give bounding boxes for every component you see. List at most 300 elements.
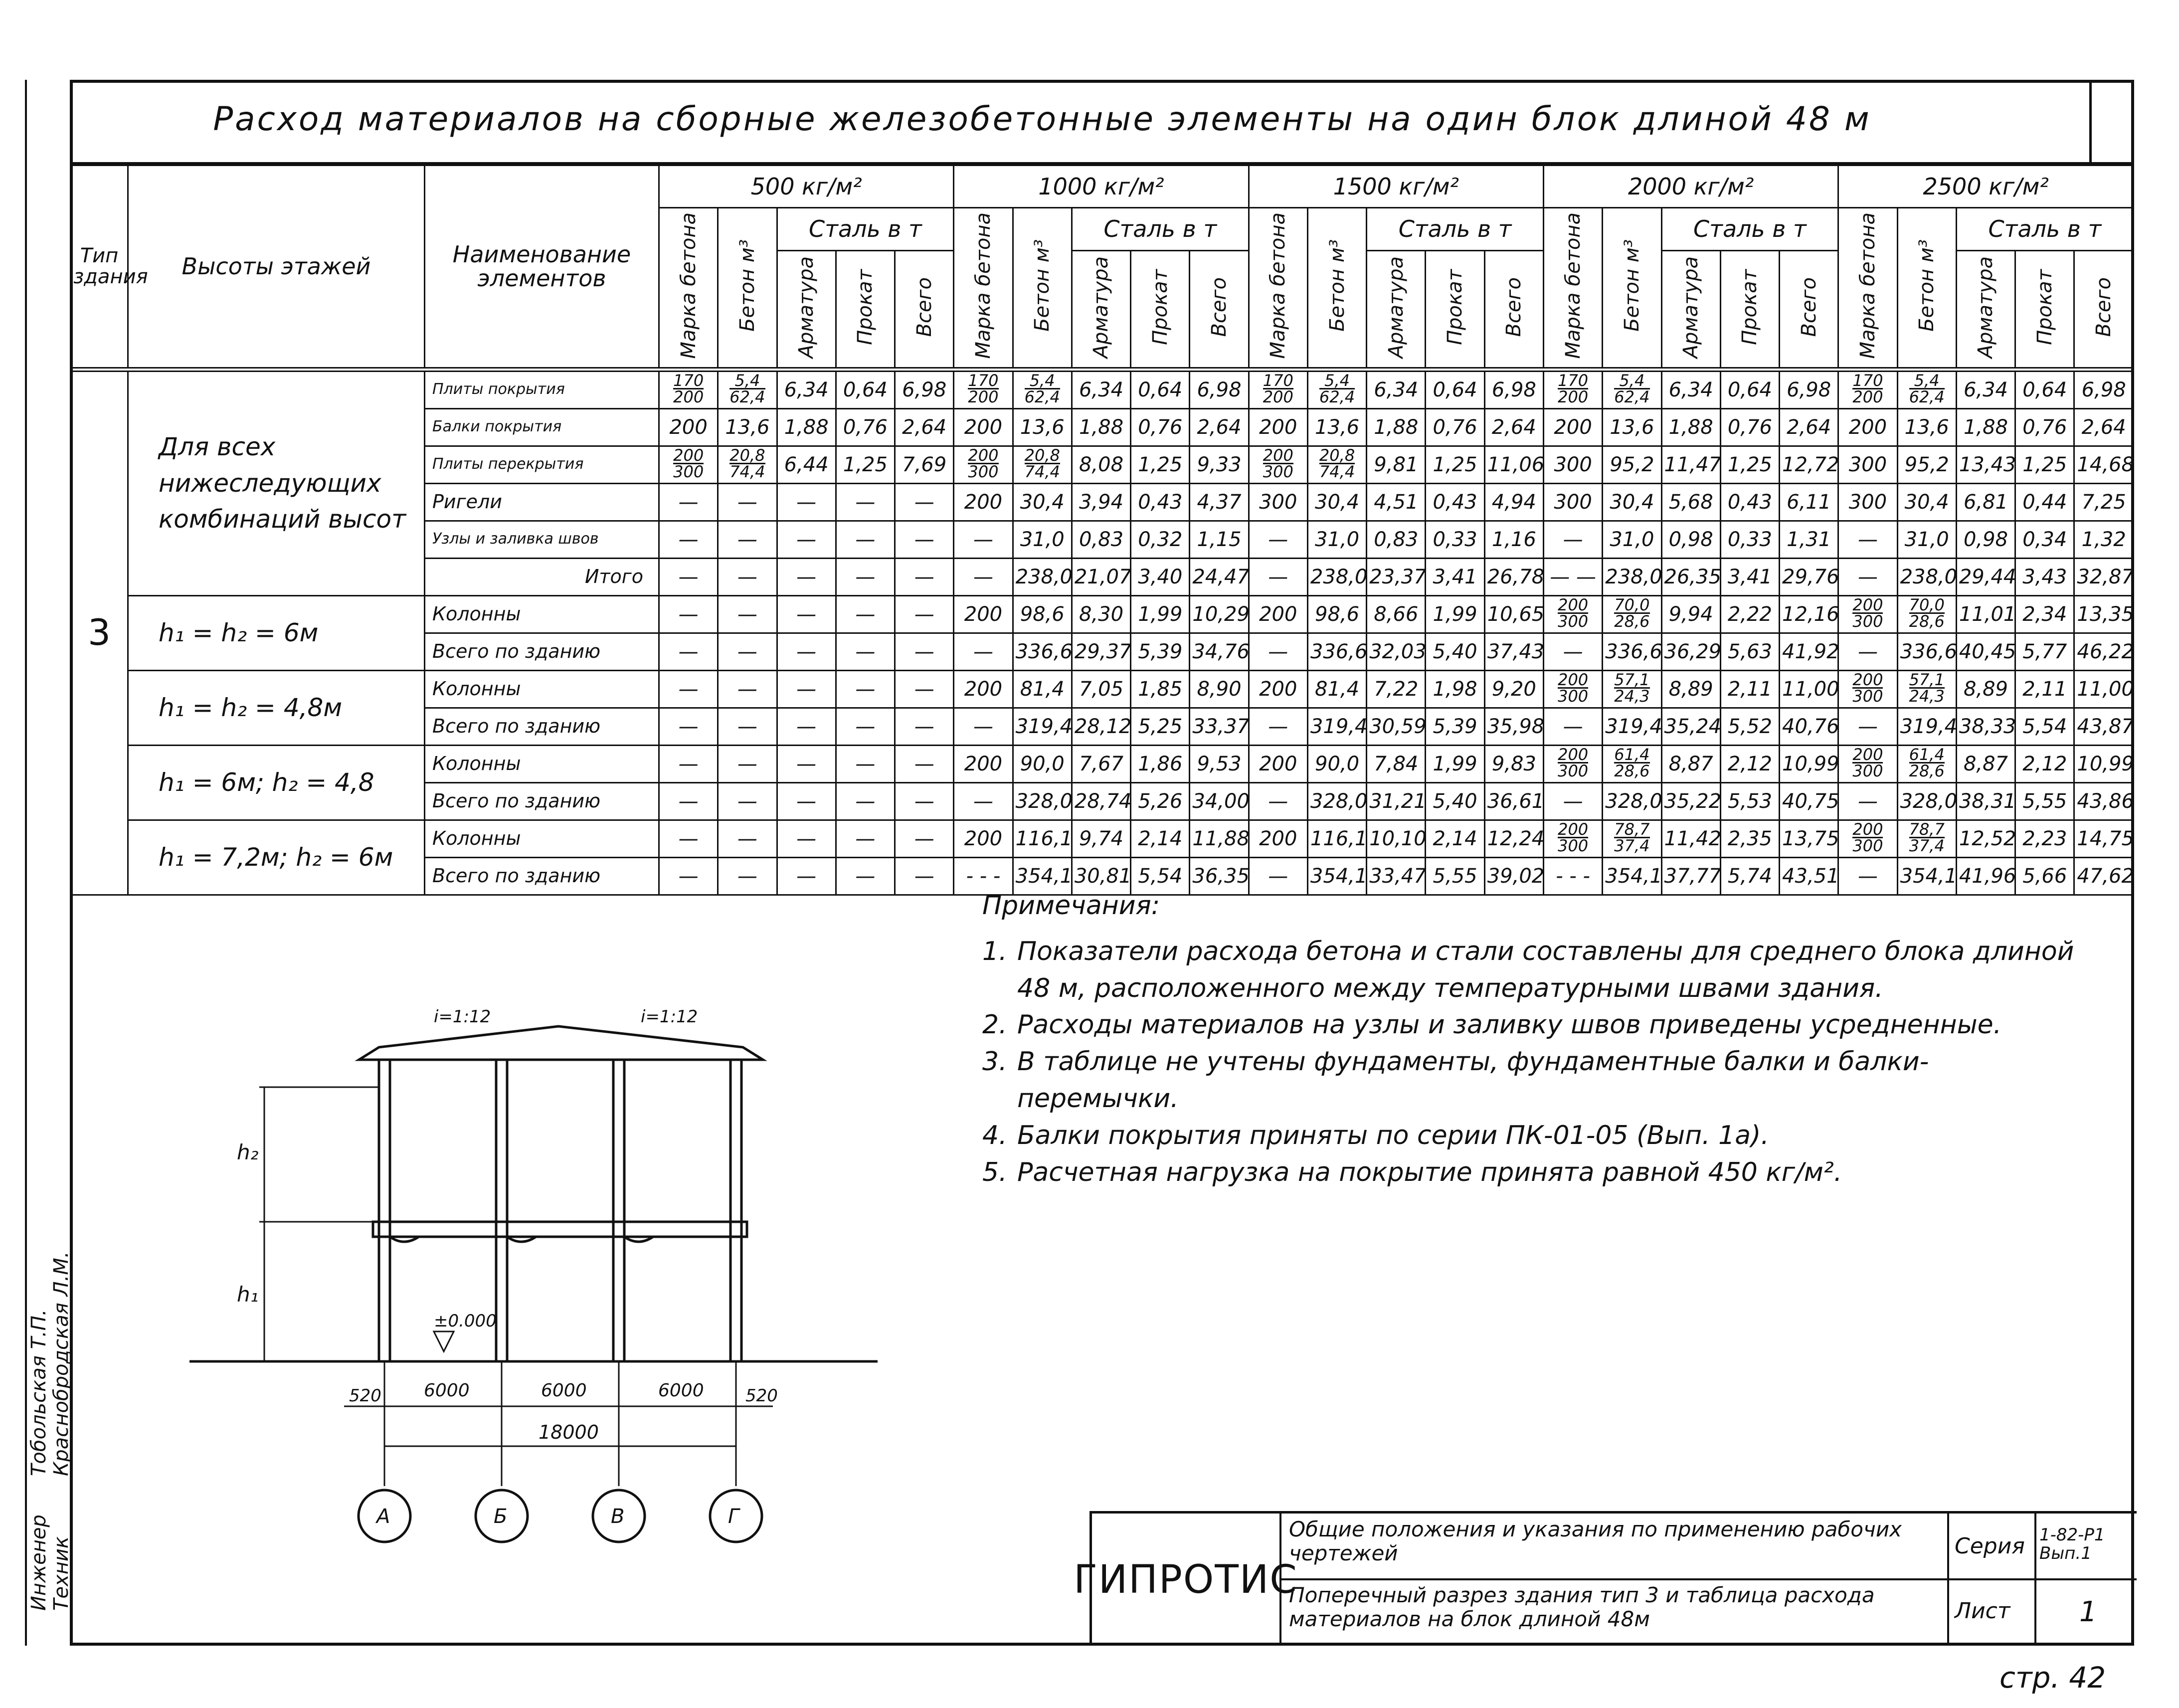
stamp-divider bbox=[1281, 1578, 1947, 1580]
cell-mark: 200 bbox=[954, 408, 1013, 446]
cell-prokat: 3,41 bbox=[1426, 558, 1484, 595]
cell-mark bbox=[1543, 370, 1602, 409]
cell-beton: 13,6 bbox=[1307, 408, 1366, 446]
cell-armatura: 0,98 bbox=[1661, 521, 1720, 558]
cell-mark: 300 bbox=[1543, 483, 1602, 521]
fraction-top: 57,1 bbox=[1909, 670, 1945, 689]
cell-mark: - - - bbox=[1543, 857, 1602, 895]
cell-mark: — bbox=[1249, 558, 1307, 595]
cell-beton: — bbox=[718, 820, 777, 857]
fraction-bottom: 200 bbox=[968, 387, 999, 407]
cell-armatura: 37,77 bbox=[1661, 857, 1720, 895]
cell-armatura: 8,89 bbox=[1661, 670, 1720, 708]
cell-armatura: 35,22 bbox=[1661, 782, 1720, 820]
cell-armatura: 38,31 bbox=[1956, 782, 2015, 820]
cell-prokat: 5,26 bbox=[1131, 782, 1190, 820]
table-row bbox=[71, 820, 2134, 857]
fraction-bottom: 200 bbox=[1263, 387, 1293, 407]
steel-subheader bbox=[2015, 251, 2074, 370]
cell-beton: — bbox=[718, 670, 777, 708]
cell-mark: — bbox=[659, 483, 718, 521]
cell-vsego: 11,00 bbox=[2074, 670, 2134, 708]
fraction-top: 200 bbox=[1558, 670, 1589, 689]
cell-mark: — bbox=[1543, 782, 1602, 820]
steel-subheader bbox=[895, 251, 954, 370]
cell-armatura: 6,34 bbox=[1956, 370, 2015, 409]
fraction-top: 70,0 bbox=[1614, 595, 1650, 614]
cell-mark: 200 bbox=[954, 670, 1013, 708]
mark-header bbox=[659, 208, 718, 370]
cell-beton: — bbox=[718, 595, 777, 633]
mark-header bbox=[1543, 208, 1602, 370]
element-name: Узлы и заливка швов bbox=[425, 521, 659, 558]
cell-beton: 354,1 bbox=[1307, 857, 1366, 895]
cell-beton: 116,1 bbox=[1307, 820, 1366, 857]
cell-mark: — bbox=[1249, 708, 1307, 745]
col-elements-header: Наименование элементов bbox=[425, 166, 659, 370]
cell-armatura: — bbox=[777, 558, 836, 595]
beton-header bbox=[1013, 208, 1072, 370]
fraction-bottom: 74,4 bbox=[1319, 462, 1355, 482]
steel-header: Сталь в т bbox=[777, 208, 954, 251]
cell-armatura: 11,42 bbox=[1661, 820, 1720, 857]
cell-mark bbox=[1249, 446, 1307, 483]
steel-subheader-text: Прокат bbox=[1738, 269, 1762, 345]
heights-cell: h₁ = h₂ = 4,8м bbox=[128, 670, 425, 745]
cell-prokat: 5,39 bbox=[1131, 633, 1190, 670]
stamp-desc2: Поперечный разрез здания тип 3 и таблица расхода материалов на блок длиной 48м bbox=[1289, 1583, 1875, 1632]
cell-beton: 238,0 bbox=[1603, 558, 1661, 595]
cell-beton: 116,1 bbox=[1013, 820, 1072, 857]
cell-beton: 354,1 bbox=[1013, 857, 1072, 895]
cell-mark bbox=[1543, 820, 1602, 857]
steel-subheader-text: Всего bbox=[2092, 277, 2116, 337]
cell-prokat: 5,54 bbox=[2015, 708, 2074, 745]
cell-beton: — bbox=[718, 782, 777, 820]
cell-prokat: 2,14 bbox=[1426, 820, 1484, 857]
fraction-bottom: 74,4 bbox=[1024, 462, 1060, 482]
cell-mark: — bbox=[659, 558, 718, 595]
note-item: 2. Расходы материалов на узлы и заливку швов приведены усредненные. bbox=[982, 1010, 2002, 1040]
fraction-top: 200 bbox=[1558, 745, 1589, 764]
cell-prokat: 0,43 bbox=[1426, 483, 1484, 521]
cell-vsego: 13,75 bbox=[1780, 820, 1838, 857]
cell-mark: 200 bbox=[1249, 745, 1307, 782]
load-header: 2500 кг/м² bbox=[1838, 166, 2134, 208]
steel-subheader bbox=[1956, 251, 2015, 370]
cell-mark: 300 bbox=[1838, 446, 1897, 483]
cell-armatura: 36,29 bbox=[1661, 633, 1720, 670]
cell-vsego: 43,87 bbox=[2074, 708, 2134, 745]
cell-prokat: 2,14 bbox=[1131, 820, 1190, 857]
cell-prokat: 5,55 bbox=[2015, 782, 2074, 820]
steel-subheader bbox=[1072, 251, 1130, 370]
cell-prokat: — bbox=[836, 782, 895, 820]
fraction bbox=[1558, 597, 1588, 629]
slope-left-label: i=1:12 bbox=[434, 1007, 491, 1027]
cell-mark: — bbox=[1543, 633, 1602, 670]
cell-beton: 319,4 bbox=[1897, 708, 1956, 745]
axis-label-b: Б bbox=[494, 1505, 508, 1528]
steel-subheader bbox=[1484, 251, 1543, 370]
cell-armatura: 8,08 bbox=[1072, 446, 1130, 483]
cell-vsego: 1,32 bbox=[2074, 521, 2134, 558]
cell-prokat: 2,11 bbox=[1720, 670, 1779, 708]
cell-vsego: 33,37 bbox=[1190, 708, 1249, 745]
cell-vsego: 41,92 bbox=[1780, 633, 1838, 670]
cell-mark bbox=[1838, 595, 1897, 633]
table-row bbox=[71, 670, 2134, 708]
fraction bbox=[1852, 819, 1883, 856]
cell-beton: 90,0 bbox=[1013, 745, 1072, 782]
cell-armatura: 28,12 bbox=[1072, 708, 1130, 745]
cell-beton: 98,6 bbox=[1307, 595, 1366, 633]
element-name: Итого bbox=[425, 558, 659, 595]
cell-prokat: 2,11 bbox=[2015, 670, 2074, 708]
cell-prokat: 1,99 bbox=[1426, 745, 1484, 782]
fraction-top: 78,7 bbox=[1614, 819, 1650, 839]
steel-subheader bbox=[1367, 251, 1426, 370]
steel-subheader bbox=[836, 251, 895, 370]
stamp-desc1: Общие положения и указания по применению рабочих чертежей bbox=[1289, 1517, 1902, 1566]
fraction-top: 5,4 bbox=[729, 373, 765, 389]
cell-armatura: 30,81 bbox=[1072, 857, 1130, 895]
zero-level-label: ±0.000 bbox=[434, 1311, 497, 1331]
fraction bbox=[1852, 597, 1883, 629]
fraction-top: 20,8 bbox=[1319, 445, 1355, 465]
cell-armatura: 38,33 bbox=[1956, 708, 2015, 745]
cell-vsego: 14,68 bbox=[2074, 446, 2134, 483]
cell-beton bbox=[1603, 670, 1661, 708]
cell-prokat: — bbox=[836, 857, 895, 895]
cell-beton: — bbox=[718, 483, 777, 521]
cell-mark: 200 bbox=[954, 595, 1013, 633]
fraction-top: 61,4 bbox=[1614, 745, 1650, 764]
fraction bbox=[1909, 672, 1945, 704]
cell-armatura: 9,81 bbox=[1367, 446, 1426, 483]
cell-vsego: 37,43 bbox=[1484, 633, 1543, 670]
cell-vsego: 39,02 bbox=[1484, 857, 1543, 895]
cell-beton bbox=[1603, 820, 1661, 857]
axis-label-v: В bbox=[611, 1505, 625, 1528]
fraction bbox=[1025, 373, 1060, 405]
cell-mark bbox=[659, 446, 718, 483]
steel-subheader-text: Арматура bbox=[1090, 256, 1113, 358]
fraction bbox=[1614, 747, 1649, 779]
beton-header bbox=[1307, 208, 1366, 370]
cell-beton: 328,0 bbox=[1897, 782, 1956, 820]
cell-mark bbox=[954, 370, 1013, 409]
fraction bbox=[1263, 445, 1293, 482]
cell-vsego: 8,90 bbox=[1190, 670, 1249, 708]
cell-mark: 200 bbox=[1543, 408, 1602, 446]
fraction-bottom: 300 bbox=[1852, 612, 1883, 631]
fraction-bottom: 300 bbox=[1558, 612, 1589, 631]
cell-vsego: 24,47 bbox=[1190, 558, 1249, 595]
fraction-bottom: 300 bbox=[673, 462, 704, 482]
cell-prokat: — bbox=[836, 521, 895, 558]
cell-armatura: 31,21 bbox=[1367, 782, 1426, 820]
cell-beton bbox=[1897, 820, 1956, 857]
mark-header bbox=[954, 208, 1013, 370]
cell-mark: 200 bbox=[954, 745, 1013, 782]
cell-vsego: 11,06 bbox=[1484, 446, 1543, 483]
cell-armatura: — bbox=[777, 521, 836, 558]
cell-beton bbox=[1603, 595, 1661, 633]
cell-vsego: 10,99 bbox=[1780, 745, 1838, 782]
cell-mark: — bbox=[659, 670, 718, 708]
cell-mark: — bbox=[1838, 558, 1897, 595]
cell-vsego: 36,61 bbox=[1484, 782, 1543, 820]
cell-mark: 200 bbox=[1838, 408, 1897, 446]
fraction bbox=[1909, 747, 1945, 779]
fraction-bottom: 24,3 bbox=[1614, 687, 1650, 706]
cell-mark bbox=[1249, 370, 1307, 409]
cell-vsego: 7,25 bbox=[2074, 483, 2134, 521]
cell-mark: — — bbox=[1543, 558, 1602, 595]
header-row bbox=[71, 166, 2134, 208]
cell-vsego: 2,64 bbox=[1780, 408, 1838, 446]
cell-armatura: 23,37 bbox=[1367, 558, 1426, 595]
fraction-bottom: 28,6 bbox=[1909, 761, 1945, 781]
fraction-top: 20,8 bbox=[1024, 445, 1060, 465]
cell-armatura: 6,34 bbox=[777, 370, 836, 409]
slope-right-label: i=1:12 bbox=[641, 1007, 698, 1027]
fraction bbox=[1852, 672, 1883, 704]
dim-18000: 18000 bbox=[539, 1421, 599, 1443]
cell-vsego: — bbox=[895, 558, 954, 595]
cell-vsego: — bbox=[895, 782, 954, 820]
fraction bbox=[1614, 597, 1649, 629]
cell-mark: — bbox=[659, 857, 718, 895]
cell-vsego: 6,11 bbox=[1780, 483, 1838, 521]
cell-vsego: — bbox=[895, 708, 954, 745]
h1-label: h₁ bbox=[237, 1282, 259, 1307]
fraction-bottom: 200 bbox=[1558, 387, 1589, 407]
cell-vsego: 11,88 bbox=[1190, 820, 1249, 857]
cell-beton: 328,0 bbox=[1307, 782, 1366, 820]
cell-beton: 31,0 bbox=[1013, 521, 1072, 558]
cell-mark: — bbox=[1838, 782, 1897, 820]
dim-520-left: 520 bbox=[349, 1386, 381, 1406]
cell-vsego: 4,37 bbox=[1190, 483, 1249, 521]
cell-vsego: 2,64 bbox=[895, 408, 954, 446]
cell-mark bbox=[659, 370, 718, 409]
beton-header bbox=[1897, 208, 1956, 370]
cell-armatura: 1,88 bbox=[1661, 408, 1720, 446]
fraction-top: 170 bbox=[1558, 371, 1589, 390]
cell-beton bbox=[1603, 370, 1661, 409]
cell-armatura: 0,83 bbox=[1072, 521, 1130, 558]
cell-beton bbox=[1897, 745, 1956, 782]
cell-beton bbox=[1013, 446, 1072, 483]
cell-vsego: 10,29 bbox=[1190, 595, 1249, 633]
cell-vsego: — bbox=[895, 595, 954, 633]
cell-beton: 238,0 bbox=[1307, 558, 1366, 595]
list-label: Лист bbox=[1955, 1598, 2010, 1624]
cell-vsego: — bbox=[895, 745, 954, 782]
fraction-bottom: 300 bbox=[1852, 687, 1883, 706]
cell-prokat: 0,64 bbox=[1131, 370, 1190, 409]
cell-armatura: 6,44 bbox=[777, 446, 836, 483]
cell-prokat: 0,76 bbox=[1720, 408, 1779, 446]
cell-armatura: 8,87 bbox=[1956, 745, 2015, 782]
fraction-bottom: 300 bbox=[968, 462, 999, 482]
h2-label: h₂ bbox=[237, 1140, 259, 1164]
cell-mark: — bbox=[954, 633, 1013, 670]
cell-armatura: 29,37 bbox=[1072, 633, 1130, 670]
cell-prokat: 1,99 bbox=[1131, 595, 1190, 633]
cell-prokat: — bbox=[836, 670, 895, 708]
fraction bbox=[968, 445, 999, 482]
cell-armatura: 6,34 bbox=[1661, 370, 1720, 409]
fraction-bottom: 200 bbox=[673, 387, 704, 407]
fraction-bottom: 62,4 bbox=[1319, 387, 1355, 407]
steel-subheader bbox=[1780, 251, 1838, 370]
cell-armatura: 1,88 bbox=[777, 408, 836, 446]
cell-mark: — bbox=[954, 782, 1013, 820]
cell-beton: — bbox=[718, 857, 777, 895]
column-b bbox=[496, 1060, 507, 1361]
load-header: 1000 кг/м² bbox=[954, 166, 1249, 208]
cell-armatura: 11,01 bbox=[1956, 595, 2015, 633]
fraction bbox=[968, 373, 998, 405]
axis-label-a: А bbox=[376, 1505, 390, 1528]
cell-vsego: 43,51 bbox=[1780, 857, 1838, 895]
cell-beton: 30,4 bbox=[1603, 483, 1661, 521]
heights-cell: Для всех нижеследующих комбинаций высот bbox=[128, 370, 425, 596]
cell-mark: — bbox=[659, 745, 718, 782]
steel-subheader bbox=[1661, 251, 1720, 370]
fraction bbox=[1558, 672, 1588, 704]
cross-section-drawing bbox=[189, 1007, 878, 1576]
cell-vsego: 13,35 bbox=[2074, 595, 2134, 633]
mark-header bbox=[1838, 208, 1897, 370]
cell-mark bbox=[1838, 745, 1897, 782]
column-g bbox=[730, 1060, 741, 1361]
cell-prokat: 0,34 bbox=[2015, 521, 2074, 558]
list-value: 1 bbox=[2079, 1596, 2097, 1628]
cell-armatura: — bbox=[777, 745, 836, 782]
table-title: Расход материалов на сборные железобетонные элементы на один блок длиной 48 м bbox=[213, 100, 1871, 138]
mark-header bbox=[1249, 208, 1307, 370]
cell-beton: 81,4 bbox=[1307, 670, 1366, 708]
cell-armatura: 12,52 bbox=[1956, 820, 2015, 857]
cell-vsego: 40,75 bbox=[1780, 782, 1838, 820]
load-header: 500 кг/м² bbox=[659, 166, 954, 208]
cell-beton: 13,6 bbox=[1897, 408, 1956, 446]
cell-vsego: 10,65 bbox=[1484, 595, 1543, 633]
steel-subheader bbox=[1426, 251, 1484, 370]
element-name: Колонны bbox=[425, 670, 659, 708]
fraction bbox=[673, 445, 704, 482]
cell-mark bbox=[1543, 670, 1602, 708]
cell-beton bbox=[1603, 745, 1661, 782]
cell-prokat: 0,43 bbox=[1131, 483, 1190, 521]
cell-prokat: 5,66 bbox=[2015, 857, 2074, 895]
fraction-top: 57,1 bbox=[1614, 670, 1650, 689]
cell-armatura: 0,83 bbox=[1367, 521, 1426, 558]
cell-armatura: 35,24 bbox=[1661, 708, 1720, 745]
cell-prokat: 0,76 bbox=[1131, 408, 1190, 446]
fraction bbox=[1319, 373, 1355, 405]
cell-beton bbox=[1897, 595, 1956, 633]
cell-armatura: 30,59 bbox=[1367, 708, 1426, 745]
cell-prokat: — bbox=[836, 633, 895, 670]
dim-6000-1: 6000 bbox=[424, 1380, 470, 1401]
cell-beton: 336,6 bbox=[1897, 633, 1956, 670]
cell-mark: — bbox=[954, 521, 1013, 558]
cell-vsego: 2,64 bbox=[1484, 408, 1543, 446]
cell-armatura: 6,34 bbox=[1367, 370, 1426, 409]
cell-armatura: 40,45 bbox=[1956, 633, 2015, 670]
cell-armatura: — bbox=[777, 782, 836, 820]
fraction-bottom: 37,4 bbox=[1614, 836, 1650, 856]
fraction-bottom: 300 bbox=[1558, 836, 1589, 856]
steel-subheader-text: Прокат bbox=[1148, 269, 1172, 345]
cell-vsego: 7,69 bbox=[895, 446, 954, 483]
cell-beton: 328,0 bbox=[1013, 782, 1072, 820]
cell-armatura: 9,74 bbox=[1072, 820, 1130, 857]
cell-prokat: 5,74 bbox=[1720, 857, 1779, 895]
cell-mark bbox=[1543, 745, 1602, 782]
cell-vsego: — bbox=[895, 633, 954, 670]
steel-subheader bbox=[1131, 251, 1190, 370]
steel-subheader bbox=[777, 251, 836, 370]
table-row bbox=[71, 745, 2134, 782]
cell-prokat: 0,33 bbox=[1720, 521, 1779, 558]
cell-armatura: 33,47 bbox=[1367, 857, 1426, 895]
fraction bbox=[1558, 373, 1588, 405]
steel-subheader-text: Прокат bbox=[1444, 269, 1467, 345]
steel-header: Сталь в т bbox=[1661, 208, 1838, 251]
cell-prokat: 5,54 bbox=[1131, 857, 1190, 895]
cell-armatura: — bbox=[777, 708, 836, 745]
fraction-bottom: 28,6 bbox=[1909, 612, 1945, 631]
materials-table bbox=[70, 165, 2134, 896]
cell-armatura: 1,88 bbox=[1956, 408, 2015, 446]
cell-prokat: 5,77 bbox=[2015, 633, 2074, 670]
cell-mark bbox=[1838, 670, 1897, 708]
fraction bbox=[673, 373, 704, 405]
cell-prokat: 0,76 bbox=[836, 408, 895, 446]
cell-mark: — bbox=[1838, 857, 1897, 895]
cell-beton: 31,0 bbox=[1897, 521, 1956, 558]
cell-armatura: 29,44 bbox=[1956, 558, 2015, 595]
cell-prokat: 1,99 bbox=[1426, 595, 1484, 633]
cell-prokat: 1,25 bbox=[836, 446, 895, 483]
cell-armatura: 32,03 bbox=[1367, 633, 1426, 670]
column-v bbox=[613, 1060, 624, 1361]
cell-armatura: 7,84 bbox=[1367, 745, 1426, 782]
cell-vsego: 1,31 bbox=[1780, 521, 1838, 558]
cell-prokat: 1,25 bbox=[2015, 446, 2074, 483]
cell-mark: — bbox=[954, 558, 1013, 595]
cell-mark: 200 bbox=[954, 820, 1013, 857]
column-a bbox=[379, 1060, 390, 1361]
cell-prokat: 2,34 bbox=[2015, 595, 2074, 633]
cell-vsego: — bbox=[895, 670, 954, 708]
cell-beton: 238,0 bbox=[1897, 558, 1956, 595]
cell-prokat: 1,86 bbox=[1131, 745, 1190, 782]
steel-subheader-text: Прокат bbox=[2033, 269, 2056, 345]
cell-mark: — bbox=[1249, 633, 1307, 670]
cell-vsego: 12,16 bbox=[1780, 595, 1838, 633]
cell-mark: — bbox=[1249, 521, 1307, 558]
cell-beton bbox=[1307, 370, 1366, 409]
beton-header-text: Бетон м³ bbox=[735, 239, 759, 332]
fraction-bottom: 300 bbox=[1852, 761, 1883, 781]
